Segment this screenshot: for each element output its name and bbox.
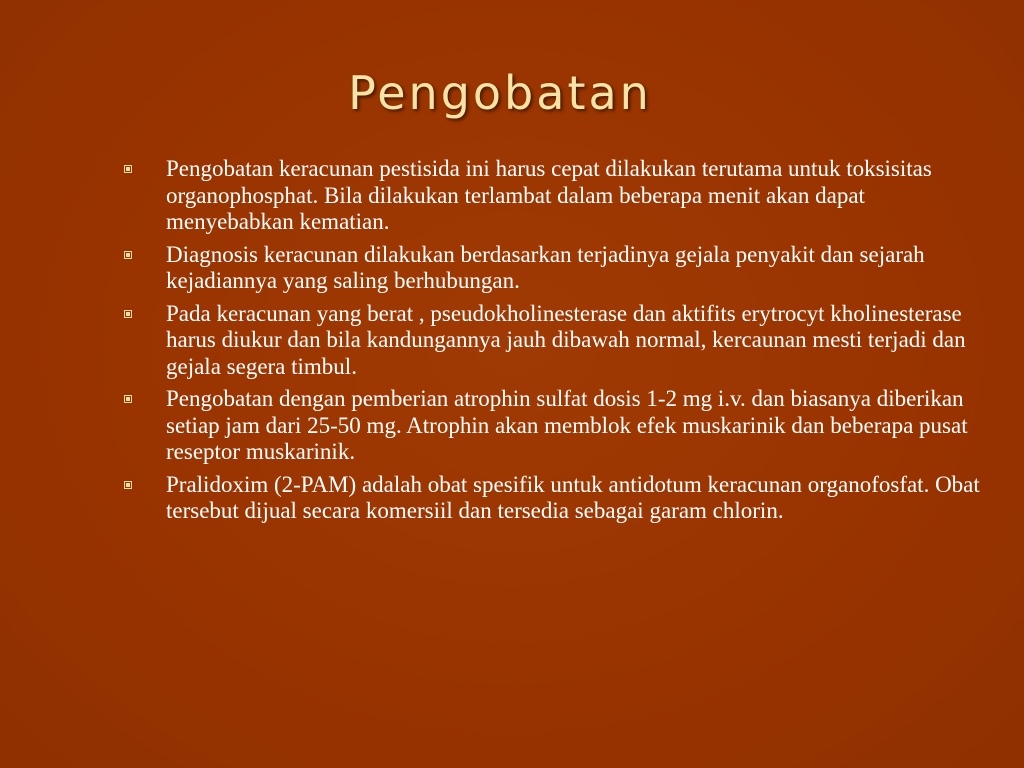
bullet-text: Pada keracunan yang berat , pseudokholinesterase dan aktifits erytrocyt kholinesterase harus diukur dan bila kandungannya jauh dibawah normal, kercaunan mesti terjadi dan gejala segera timbul. — [166, 300, 966, 379]
bullet-text: Diagnosis keracunan dilakukan berdasarkan terjadinya gejala penyakit dan sejarah kejadiannya yang saling berhubungan. — [166, 241, 925, 293]
bullet-list — [120, 156, 982, 531]
square-bullet-icon — [124, 251, 132, 259]
bullet-item — [120, 472, 982, 525]
bullet-item — [120, 301, 982, 381]
square-bullet-icon — [124, 481, 132, 489]
bullet-item — [120, 242, 982, 295]
bullet-item — [120, 156, 982, 236]
square-bullet-icon — [124, 395, 132, 403]
slide-title: Pengobatan — [348, 66, 652, 120]
bullet-text: Pralidoxim (2-PAM) adalah obat spesifik untuk antidotum keracunan organofosfat. Obat tersebut dijual secara komersiil dan tersedia sebagai garam chlorin. — [166, 471, 980, 523]
bullet-text: Pengobatan keracunan pestisida ini harus cepat dilakukan terutama untuk toksisitas organophosphat. Bila dilakukan terlambat dalam beberapa menit akan dapat menyebabkan kematian. — [166, 156, 932, 234]
bullet-item — [120, 386, 982, 466]
square-bullet-icon — [124, 310, 132, 318]
bullet-text: Pengobatan dengan pemberian atrophin sulfat dosis 1-2 mg i.v. dan biasanya diberikan setiap jam dari 25-50 mg. Atrophin akan memblok efek muskarinik dan beberapa pusat reseptor muskarinik. — [166, 386, 968, 464]
square-bullet-icon — [124, 165, 132, 173]
